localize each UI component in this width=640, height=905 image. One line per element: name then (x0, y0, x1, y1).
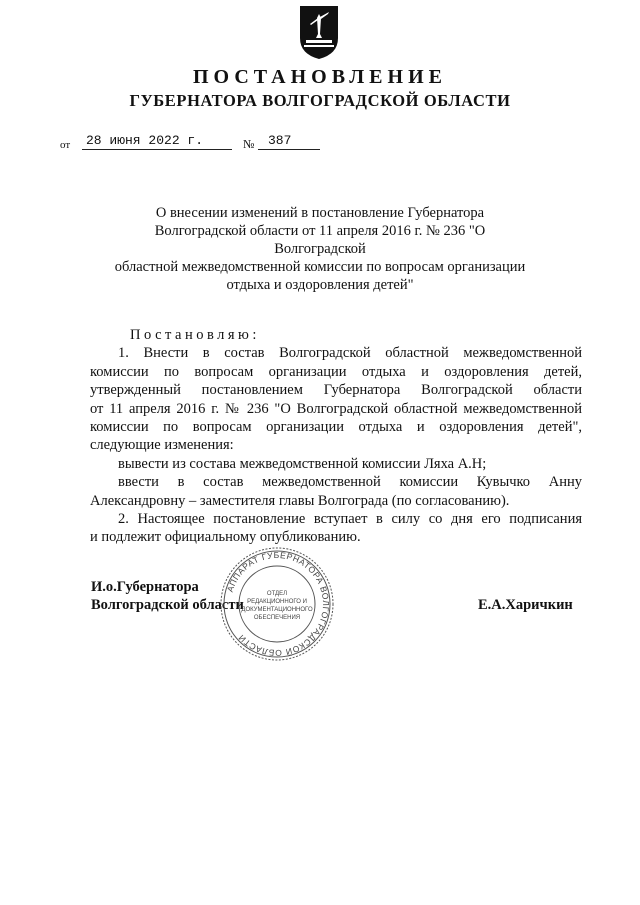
stamp-inner-text: ОТДЕЛ (266, 591, 288, 597)
subject-line: областной межведомственной комиссии по вопросам организации (114, 259, 526, 275)
subject-line: отдыха и оздоровления детей" (226, 277, 414, 293)
body-line: Александровну – заместителя главы Волгограда (по согласованию). (90, 492, 510, 509)
signatory-position-line: И.о.Губернатора (91, 579, 199, 595)
subject-line: Волгоградской области от 11 апреля 2016 г. № 236 "О Волгоградской (154, 223, 486, 257)
body-line: от 11 апреля 2016 г. № 236 "О Волгоградской областной межведомственной (90, 400, 582, 417)
body-line: вывести из состава межведомственной комиссии Ляха А.Н; (118, 455, 487, 472)
body-line: 1. Внести в состав Волгоградской областной межведомственной (118, 345, 582, 362)
body-line: комиссии по вопросам организации отдыха и оздоровления детей", (90, 419, 582, 436)
body-line: комиссии по вопросам организации отдыха и оздоровления детей, (90, 363, 582, 380)
date-underline (82, 149, 232, 150)
signatory-name: Е.А.Харичкин (478, 597, 573, 613)
body-line: 2. Настоящее постановление вступает в силу со дня его подписания (118, 511, 582, 528)
stamp-inner-text: РЕДАКЦИОННОГО И (247, 599, 307, 605)
document-title: ПОСТАНОВЛЕНИЕ (193, 66, 447, 88)
date-number-row (60, 133, 340, 153)
document-number: 387 (268, 133, 292, 148)
stamp-inner-text: ОБЕСПЕЧЕНИЯ (253, 615, 301, 621)
body-line: ввести в состав межведомственной комиссии Кувычко Анну (118, 474, 582, 491)
document-subject (110, 204, 530, 294)
number-prefix: № (243, 137, 255, 151)
subject-line: О внесении изменений в постановление Губернатора (155, 205, 485, 221)
resolve-heading: Постановляю: (130, 327, 260, 343)
official-stamp-icon (218, 545, 336, 663)
body-line: и подлежит официальному опубликованию. (90, 529, 361, 546)
body-line: утвержденный постановлением Губернатора Волгоградской области (90, 382, 582, 399)
signatory-position-line: Волгоградской области (91, 597, 244, 613)
date-prefix: от (60, 139, 71, 151)
stamp-inner-text: ДОКУМЕНТАЦИОННОГО (241, 607, 313, 613)
document-subtitle: ГУБЕРНАТОРА ВОЛГОГРАДСКОЙ ОБЛАСТИ (129, 91, 511, 110)
volgograd-emblem-icon (298, 4, 340, 60)
document-date: 28 июня 2022 г. (86, 133, 204, 148)
stamp-outer-text: АППАРАТ ГУБЕРНАТОРА ВОЛГОГРАДСКОЙ ОБЛАСТИ (224, 549, 332, 659)
document-body (90, 326, 582, 547)
body-line: следующие изменения: (90, 437, 234, 454)
number-underline (258, 149, 320, 150)
